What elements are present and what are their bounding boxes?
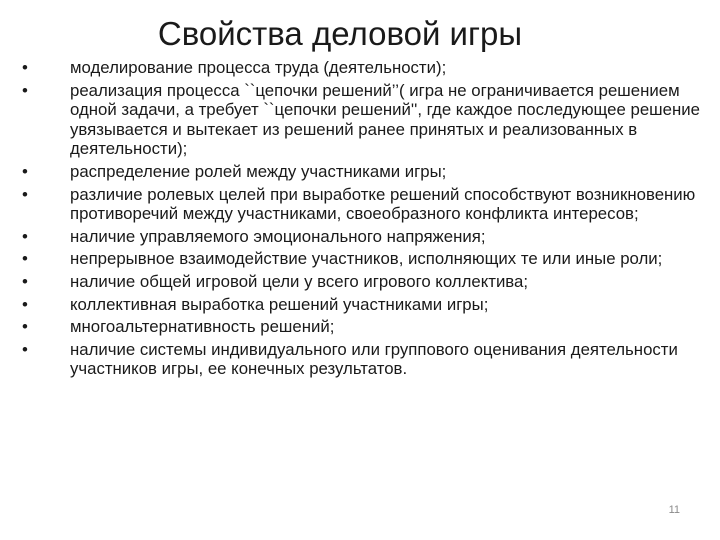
bullet-item xyxy=(18,227,706,247)
bullet-dot-icon: • xyxy=(22,317,28,337)
bullet-item xyxy=(18,340,706,379)
bullet-item xyxy=(18,249,706,269)
bullet-text: коллективная выработка решений участниками игры; xyxy=(70,294,489,314)
bullet-dot-icon: • xyxy=(22,80,28,100)
bullet-dot-icon: • xyxy=(22,58,28,77)
slide-title: Свойства деловой игры xyxy=(157,15,523,52)
bullet-item xyxy=(18,185,706,224)
bullet-text: наличие системы индивидуального или группового оценивания деятельности участников игры, ее конечных результатов. xyxy=(70,339,678,379)
bullet-text: многоальтернативность решений; xyxy=(70,317,335,337)
bullet-item xyxy=(18,272,706,292)
bullet-text: наличие управляемого эмоционального напряжения; xyxy=(70,226,486,246)
bullet-item xyxy=(18,162,706,182)
bullet-dot-icon: • xyxy=(22,249,28,269)
bullet-item xyxy=(18,317,706,337)
bullet-dot-icon: • xyxy=(22,161,28,181)
bullet-text: непрерывное взаимодействие участников, исполняющих те или иные роли; xyxy=(70,249,663,269)
bullet-text: моделирование процесса труда (деятельности); xyxy=(70,58,447,77)
bullet-dot-icon: • xyxy=(22,184,28,204)
bullet-text: различие ролевых целей при выработке решений способствуют возникновению противоречий между участниками, своеобразного конфликта интересов; xyxy=(70,184,696,224)
bullet-list xyxy=(18,58,706,382)
bullet-item xyxy=(18,81,706,159)
bullet-dot-icon: • xyxy=(22,226,28,246)
bullet-text: наличие общей игровой цели у всего игрового коллектива; xyxy=(70,271,529,291)
bullet-dot-icon: • xyxy=(22,294,28,314)
bullet-dot-icon: • xyxy=(22,271,28,291)
bullet-item xyxy=(18,58,706,78)
page-number: 11 xyxy=(668,504,680,516)
bullet-item xyxy=(18,295,706,315)
bullet-text: распределение ролей между участниками игры; xyxy=(70,161,447,181)
bullet-dot-icon: • xyxy=(22,339,28,359)
bullet-text: реализация процесса ``цепочки решений’’( игра не ограничивается решением одной задачи, а требует ``цепочки решений'', где каждое последующее решение увязывается и вытекает из решений ранее принятых и реализованных в деятельности); xyxy=(70,80,700,159)
